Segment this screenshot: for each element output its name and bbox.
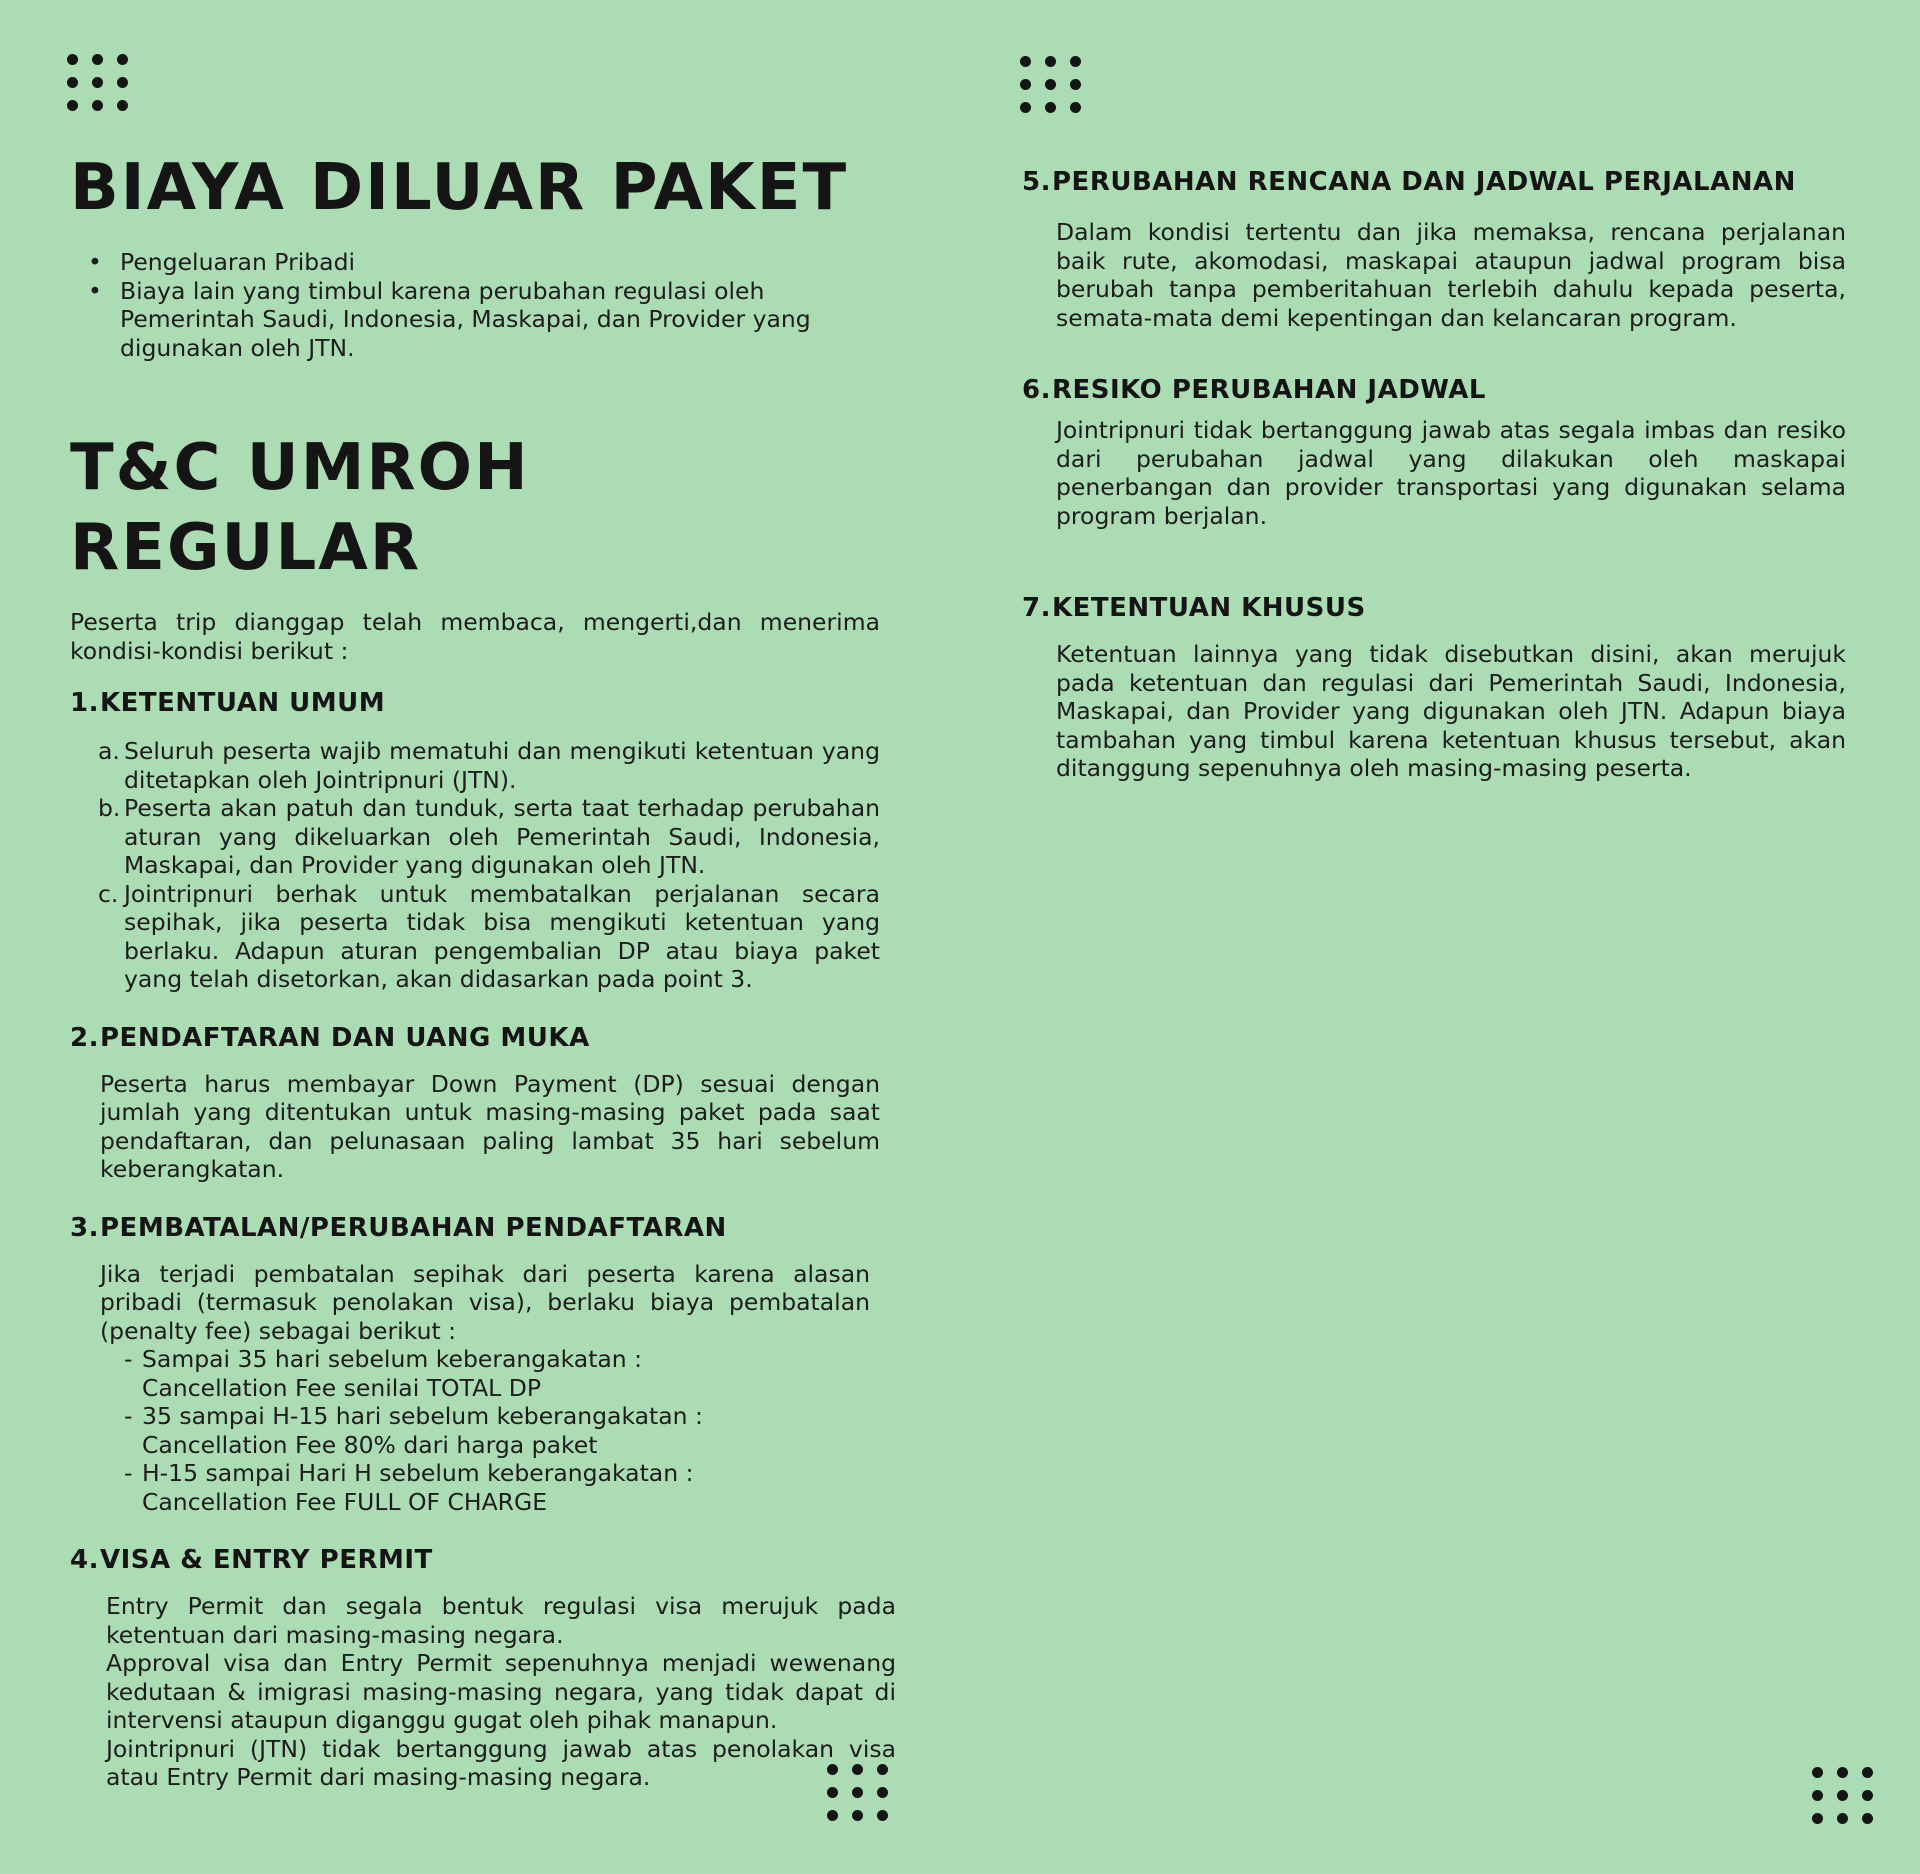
list-item: a. Seluruh peserta wajib mematuhi dan mengikuti ketentuan yang ditetapkan oleh Jointripnuri (JTN).: [98, 737, 880, 794]
section-2-text: Peserta harus membayar Down Payment (DP) sesuai dengan jumlah yang ditentukan untuk masing-masing paket pada saat pendaftaran, dan pelunasaan paling lambat 35 hari sebelum keberangkatan.: [100, 1069, 880, 1183]
section-3-text: Jika terjadi pembatalan sepihak dari peserta karena alasan pribadi (termasuk penolakan visa), berlaku biaya pembatalan (penalty fee) sebagai berikut :: [100, 1259, 870, 1345]
section-4-body: [70, 1592, 896, 1792]
section-title: KETENTUAN KHUSUS: [1052, 593, 1366, 623]
dot: [67, 100, 78, 111]
dot: [1020, 102, 1031, 113]
section-number: 2.: [70, 1022, 99, 1053]
dot: [827, 1810, 838, 1821]
section-6-title: [1022, 374, 1846, 406]
dot: [1070, 102, 1081, 113]
dot: [1837, 1790, 1848, 1801]
dot: [1045, 56, 1056, 67]
dot: [117, 77, 128, 88]
dot: [92, 100, 103, 111]
section-4-title: [70, 1544, 880, 1576]
dot: [1862, 1813, 1873, 1824]
dot: [1070, 56, 1081, 67]
dot: [1020, 56, 1031, 67]
right-column: [1022, 166, 1846, 783]
paragraph: Jointripnuri (JTN) tidak bertanggung jawab atas penolakan visa atau Entry Permit dari masing-masing negara.: [106, 1734, 896, 1791]
list-item: • Biaya lain yang timbul karena perubahan regulasi oleh Pemerintah Saudi, Indonesia, Maskapai, dan Provider yang digunakan oleh JTN.: [70, 277, 880, 363]
list-item: - H-15 sampai Hari H sebelum keberangakatan : Cancellation Fee FULL OF CHARGE: [70, 1459, 880, 1516]
dot: [117, 54, 128, 65]
section-number: 3.: [70, 1212, 99, 1243]
dot: [1862, 1767, 1873, 1778]
section-7-text: Ketentuan lainnya yang tidak disebutkan disini, akan merujuk pada ketentuan dan regulasi dari Pemerintah Saudi, Indonesia, Maskapai, dan Provider yang digunakan oleh JTN. Adapun biaya tambahan yang timbul karena ketentuan khusus tersebut, akan ditanggung sepenuhnya oleh masing-masing peserta.: [1056, 640, 1846, 782]
section-number: 6.: [1022, 375, 1051, 405]
section-title: PEMBATALAN/PERUBAHAN PENDAFTARAN: [100, 1212, 727, 1243]
penalty-list: [70, 1345, 880, 1516]
list-item: - Sampai 35 hari sebelum keberangakatan : Cancellation Fee senilai TOTAL DP: [70, 1345, 880, 1402]
list-item: - 35 sampai H-15 hari sebelum keberangakatan : Cancellation Fee 80% dari harga paket: [70, 1402, 880, 1459]
dot: [1837, 1813, 1848, 1824]
list-item: • Pengeluaran Pribadi: [70, 248, 880, 277]
section-title: VISA & ENTRY PERMIT: [100, 1545, 433, 1575]
left-column: [70, 148, 896, 1792]
section-6-text: Jointripnuri tidak bertanggung jawab atas segala imbas dan resiko dari perubahan jadwal yang dilakukan oleh maskapai penerbangan dan provider transportasi yang digunakan selama program berjalan.: [1056, 416, 1846, 530]
section-5-title: [1022, 166, 1846, 198]
section-number: 5.: [1022, 167, 1051, 197]
heading-tc-umroh-regular: T&C UMROH REGULAR: [70, 431, 530, 585]
paragraph: Entry Permit dan segala bentuk regulasi visa merujuk pada ketentuan dari masing-masing negara.: [106, 1592, 896, 1649]
section-number: 4.: [70, 1545, 99, 1575]
dot: [1812, 1813, 1823, 1824]
dot-grid-top-middle: [1020, 56, 1082, 114]
dot-grid-bottom-right: [1812, 1767, 1874, 1825]
dot-grid-top-left: [67, 54, 129, 112]
biaya-list: [70, 248, 880, 362]
section-3-title: [70, 1212, 880, 1244]
section-1-title: [70, 687, 880, 719]
dot: [852, 1810, 863, 1821]
dot: [877, 1810, 888, 1821]
dot: [1812, 1767, 1823, 1778]
dot: [1812, 1790, 1823, 1801]
dot: [117, 100, 128, 111]
dot: [1045, 79, 1056, 90]
paragraph: Approval visa dan Entry Permit sepenuhnya menjadi wewenang kedutaan & imigrasi masing-masing negara, yang tidak dapat di intervensi ataupun diganggu gugat oleh pihak manapun.: [106, 1649, 896, 1734]
dot: [92, 54, 103, 65]
section-number: 7.: [1022, 593, 1051, 623]
section-title: PENDAFTARAN DAN UANG MUKA: [100, 1022, 590, 1053]
list-item: b. Peserta akan patuh dan tunduk, serta taat terhadap perubahan aturan yang dikeluarkan oleh Pemerintah Saudi, Indonesia, Maskapai, dan Provider yang digunakan oleh JTN.: [98, 794, 880, 879]
section-number: 1.: [70, 688, 99, 718]
dot: [1862, 1790, 1873, 1801]
heading-biaya-diluar-paket: BIAYA DILUAR PAKET: [70, 151, 849, 225]
section-title: RESIKO PERUBAHAN JADWAL: [1052, 375, 1486, 405]
dot: [67, 54, 78, 65]
section-2-title: [70, 1022, 880, 1054]
dot: [1837, 1767, 1848, 1778]
dot: [1020, 79, 1031, 90]
dot: [67, 77, 78, 88]
section-title: PERUBAHAN RENCANA DAN JADWAL PERJALANAN: [1052, 167, 1796, 197]
section-5-text: Dalam kondisi tertentu dan jika memaksa, rencana perjalanan baik rute, akomodasi, maskapai ataupun jadwal program bisa berubah tanpa pemberitahuan terlebih dahulu kepada peserta, semata-mata demi kepentingan dan kelancaran program.: [1056, 218, 1846, 332]
dot: [1070, 79, 1081, 90]
section-1-list: [70, 737, 880, 994]
dot: [92, 77, 103, 88]
intro-text: Peserta trip dianggap telah membaca, mengerti,dan menerima kondisi-kondisi berikut :: [70, 608, 880, 665]
dot: [1045, 102, 1056, 113]
list-item: c. Jointripnuri berhak untuk membatalkan perjalanan secara sepihak, jika peserta tidak bisa mengikuti ketentuan yang berlaku. Adapun aturan pengembalian DP atau biaya paket yang telah disetorkan, akan didasarkan pada point 3.: [98, 879, 880, 993]
section-7-title: [1022, 592, 1846, 624]
section-title: KETENTUAN UMUM: [100, 688, 386, 718]
